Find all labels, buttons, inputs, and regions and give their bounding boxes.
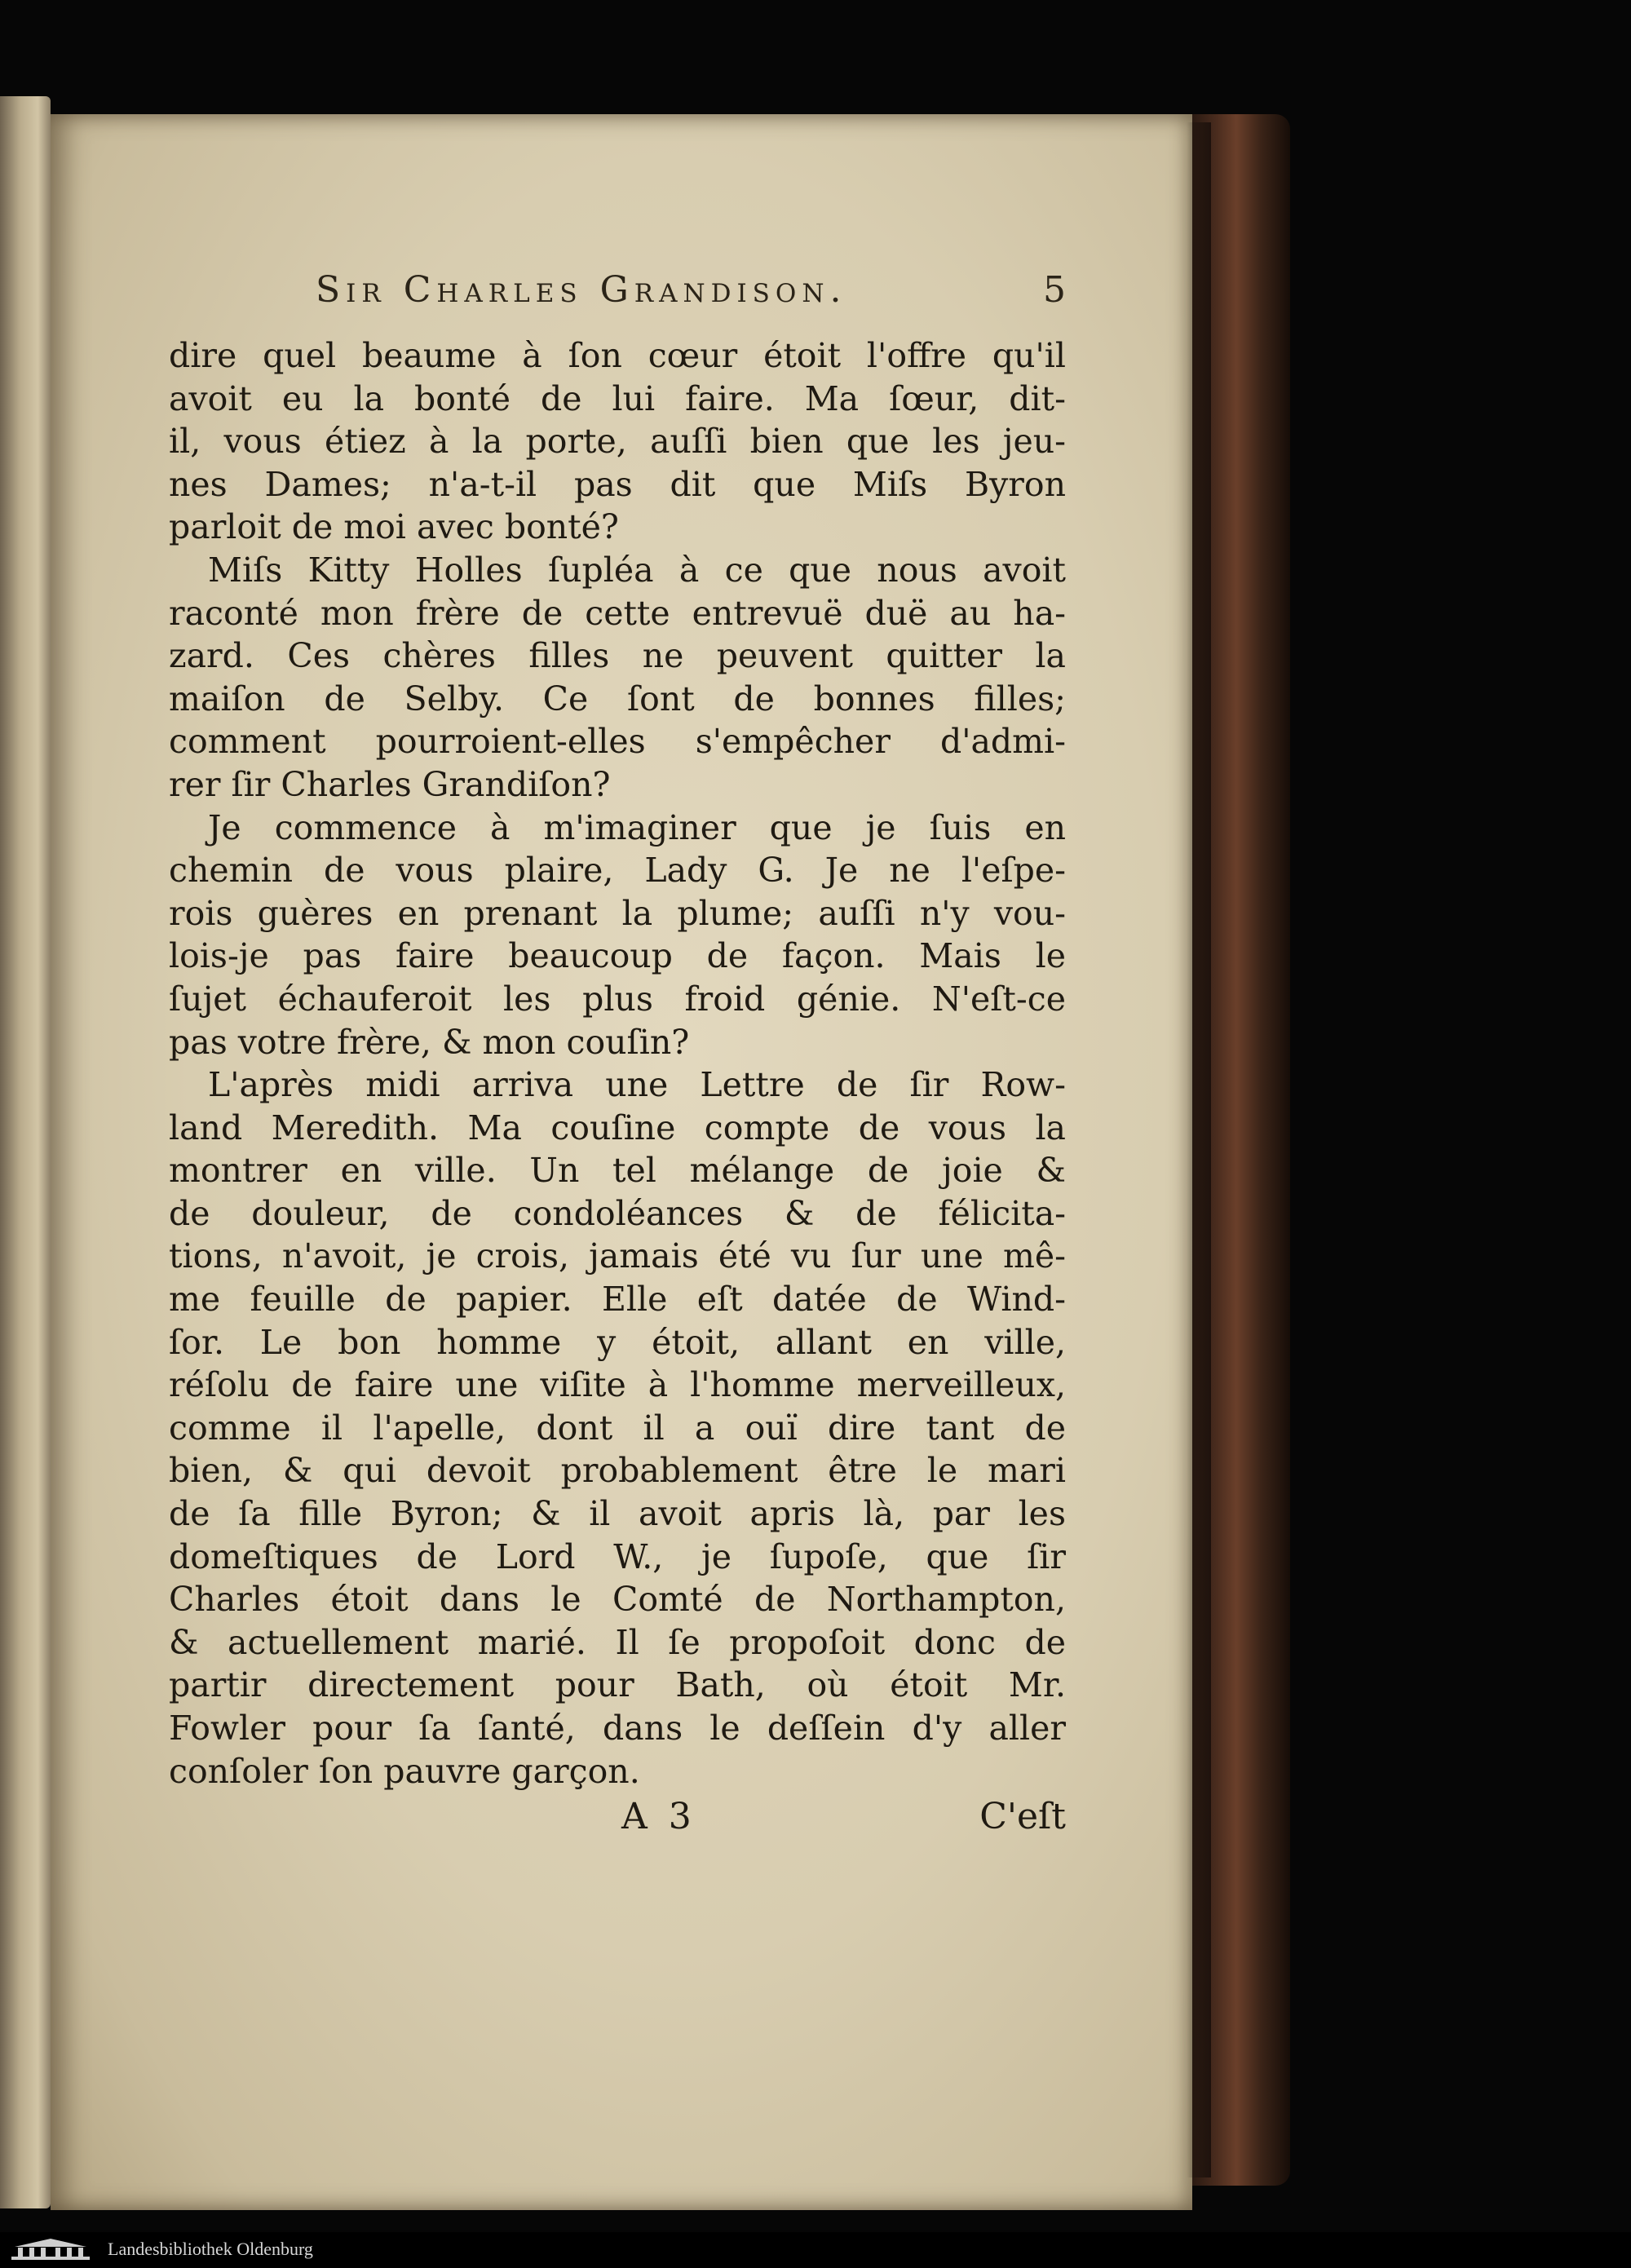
book-page — [51, 114, 1192, 2210]
binding-shadow — [1187, 122, 1211, 2177]
text-line: comme il l'apelle, dont il a ouï dire tant de — [169, 1408, 1066, 1448]
facing-page-edge — [0, 96, 51, 2208]
text-line: comment pourroient-elles s'empêcher d'admi- — [169, 722, 1066, 762]
running-head — [169, 269, 1066, 334]
text-line: il, vous étiez à la porte, auſſi bien que les jeu- — [169, 422, 1066, 462]
library-building-icon — [10, 2237, 91, 2261]
text-line: rois guères en prenant la plume; auſſi n'y vou- — [169, 893, 1066, 933]
text-line: Fowler pour ſa ſanté, dans le deſſein d'y aller — [169, 1709, 1066, 1748]
text-line: raconté mon frère de cette entrevuë duë au ha- — [169, 593, 1066, 633]
text-line: bien, & qui devoit probablement être le mari — [169, 1451, 1066, 1491]
text-line: avoit eu la bonté de lui faire. Ma ſœur, dit- — [169, 378, 1066, 418]
text-line: chemin de vous plaire, Lady G. Je ne l'eſpe- — [169, 851, 1066, 891]
text-line: conſoler ſon pauvre garçon. — [169, 1751, 640, 1791]
text-line: rer ſir Charles Grandiſon? — [169, 764, 611, 804]
text-line: ſujet échauferoit les plus froid génie. N'eſt-ce — [169, 979, 1066, 1019]
page-footer — [169, 1796, 1066, 1845]
text-line: Charles étoit dans le Comté de Northampton, — [169, 1580, 1066, 1620]
catchword: C'eſt — [979, 1796, 1066, 1838]
page-number: 5 — [1043, 269, 1066, 311]
text-line: zard. Ces chères filles ne peuvent quitter la — [169, 636, 1066, 676]
text-line: de douleur, de condoléances & de félicita- — [169, 1193, 1066, 1233]
library-name: Landesbibliothek Oldenburg — [108, 2239, 313, 2259]
text-line: & actuellement marié. Il ſe propoſoit donc de — [169, 1622, 1066, 1662]
text-line: domeſtiques de Lord W., je ſupoſe, que ſir — [169, 1536, 1066, 1576]
signature-mark: A 3 — [621, 1796, 696, 1838]
text-line: montrer en ville. Un tel mélange de joie & — [169, 1151, 1066, 1191]
text-line: tions, n'avoit, je crois, jamais été vu ſur une mê- — [169, 1236, 1066, 1276]
text-block — [169, 269, 1066, 1845]
text-line: réſolu de faire une viſite à l'homme merveilleux, — [169, 1365, 1066, 1405]
text-line: Je commence à m'imaginer que je ſuis en — [208, 807, 1066, 847]
text-line: Miſs Kitty Holles ſupléa à ce que nous avoit — [208, 550, 1066, 590]
text-line: L'après midi arriva une Lettre de ſir Row- — [208, 1065, 1066, 1105]
text-line: partir directement pour Bath, où étoit Mr. — [169, 1665, 1066, 1705]
text-line: me feuille de papier. Elle eſt datée de Wind- — [169, 1280, 1066, 1320]
text-line: dire quel beaume à ſon cœur étoit l'offre qu'il — [169, 336, 1066, 375]
text-line: land Meredith. Ma couſine compte de vous la — [169, 1107, 1066, 1147]
text-line: parloit de moi avec bonté? — [169, 507, 619, 547]
text-line: nes Dames; n'a-t-il pas dit que Miſs Byron — [169, 464, 1066, 504]
text-line: maiſon de Selby. Ce ſont de bonnes filles; — [169, 679, 1066, 718]
running-title: Sir Charles Grandison. — [316, 269, 847, 311]
body-text — [169, 334, 1066, 1793]
text-line: lois-je pas faire beaucoup de façon. Mais le — [169, 936, 1066, 976]
library-footer-bar — [0, 2232, 1631, 2268]
text-line: ſor. Le bon homme y étoit, allant en ville, — [169, 1322, 1066, 1362]
text-line: pas votre frère, & mon couſin? — [169, 1022, 690, 1062]
text-line: de ſa fille Byron; & il avoit apris là, par les — [169, 1494, 1066, 1534]
